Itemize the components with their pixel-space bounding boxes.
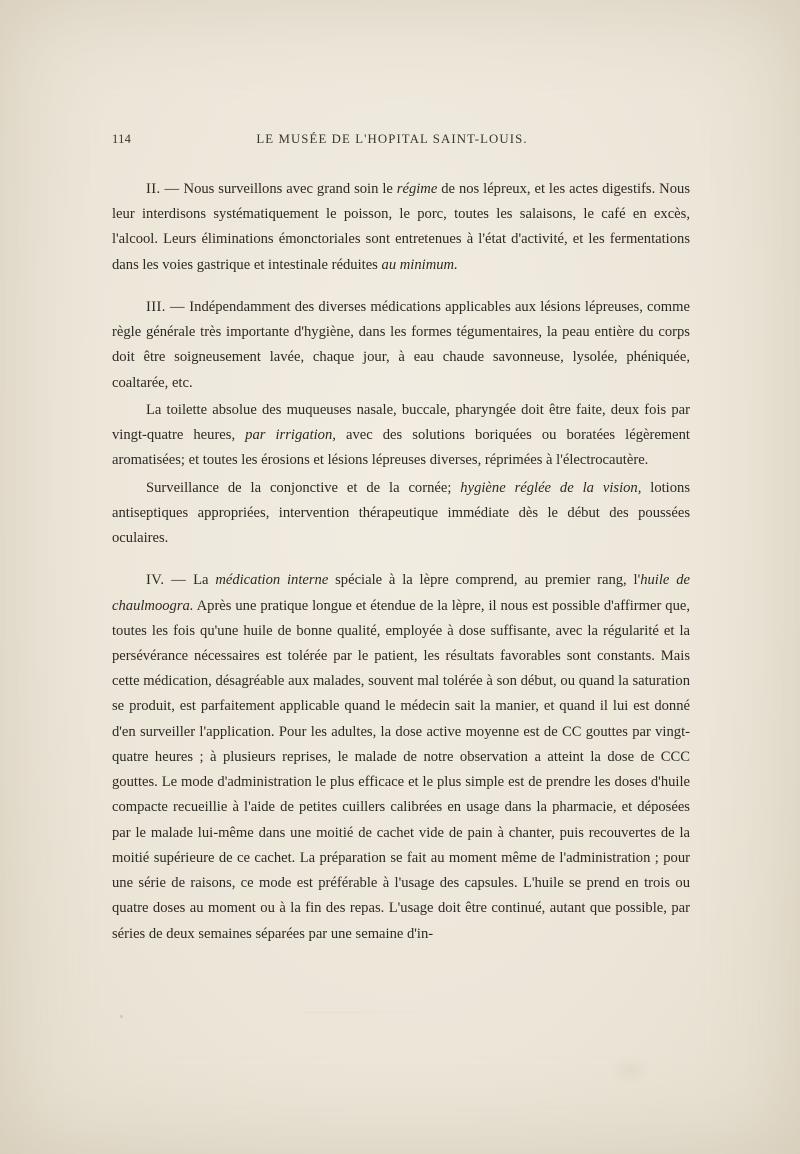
text-run: Surveillance de la conjonctive et de la cornée;: [146, 479, 461, 496]
text-run: La toilette absolue des muqueuses nasale, buccale, pharyngée doit être faite, deux fois par vingt-quatre heures,: [112, 401, 690, 444]
italic-run-minimum: au minimum.: [381, 256, 458, 273]
em-dash-iv: —: [171, 572, 187, 589]
paragraph-toilette: [112, 398, 690, 474]
paragraph-section-ii: [112, 177, 690, 278]
text-run: spéciale à la lèpre comprend, au premier rang, l': [328, 572, 641, 589]
running-head: LE MUSÉE DE L'HOPITAL SAINT-LOUIS.: [256, 132, 528, 146]
text-run: lotions antiseptiques appropriées, intervention thérapeutique immédiate dès le début des poussées oculaires.: [112, 479, 691, 547]
paragraph-spacer: [112, 551, 690, 568]
italic-run-medication-interne: médication interne: [215, 572, 329, 589]
text-run: Après une pratique longue et étendue de la lèpre, il nous est possible d'affirmer que, toutes les fois qu'une huile de bonne qualité, employée à dose suffisante, avec la régularité et la persévérance nécessaires est tolérée par le patient, les résultats favorables sont constants. Mais cette médication, désagréable aux malades, souvent mal tolérée à son début, ou quand la saturation se produit, est parfaitement applicable quand le médecin sait la manier, et quand il lui est donné d'en surveiller l'application. Pour les adultes, la dose active moyenne est de CC gouttes par vingt-quatre heures ; à plusieurs reprises, le malade de notre observation a atteint la dose de CCC gouttes. Le mode d'administration le plus efficace et le plus simple est de prendre les doses d'huile compacte recueillie à l'aide de petites cuillers calibrées en usage dans la pharmacie, et déposées par le malade lui-même dans une moitié de cachet vide de pain à chanter, puis recouvertes de la moitié supérieure de ce cachet. La préparation se fait au moment même de l'administration ; pour une série de raisons, ce mode est préférable à l'usage des capsules. L'huile se prend en trois ou quatre doses au moment ou à la fin des repas. L'usage doit être continué, autant que possible, par séries de deux semaines séparées par une semaine d'in-: [112, 597, 690, 942]
paragraph-spacer: [112, 278, 690, 295]
paper-crease: [300, 1012, 420, 1013]
text-run: Indépendamment des diverses médications applicables aux lésions lépreuses, comme règle générale très importante d'hygiène, dans les formes tégumentaires, la peau entière du corps doit être soigneusement lavée, chaque jour, à eau chaude savonneuse, lysolée, phéniquée, coaltarée, etc.: [112, 298, 690, 391]
em-dash-iii: —: [170, 298, 186, 315]
section-number-ii: II.: [146, 181, 161, 197]
text-run: Nous surveillons avec grand soin le: [183, 181, 397, 197]
italic-run-regime: régime: [396, 181, 438, 197]
section-number-iii: III.: [146, 298, 166, 315]
page-header: [112, 132, 690, 147]
section-number-iv: IV.: [146, 572, 165, 589]
italic-run-hygiene: hygiène réglée de la vision,: [460, 479, 642, 496]
text-run: avec des solutions boriquées ou boratées légèrement aromatisées; et toutes les érosions et lésions lépreuses diverses, réprimées à l'électrocautère.: [112, 427, 690, 469]
italic-run-huile-chaulmoogra: huile de chaulmoogra.: [112, 572, 690, 614]
em-dash-ii: —: [164, 181, 180, 197]
paragraph-section-iii: [112, 295, 690, 396]
paragraph-surveillance: [112, 476, 690, 552]
paper-speck: [120, 1015, 123, 1018]
italic-run-irrigation: par irrigation,: [245, 427, 336, 444]
text-run: de nos lépreux, et les actes digestifs. Nous leur interdisons systématiquement le poisson, le porc, toutes les salaisons, le café en excès, l'alcool. Leurs éliminations émonctoriales sont entretenues à l'état d'activité, et les fermentations dans les voies gastrique et intestinale réduites: [112, 181, 690, 273]
text-run: La: [193, 572, 216, 589]
page-content: [112, 132, 690, 947]
folio-number: 114: [112, 132, 132, 146]
paragraph-section-iv: [112, 568, 690, 947]
paper-stain: [610, 1055, 650, 1085]
